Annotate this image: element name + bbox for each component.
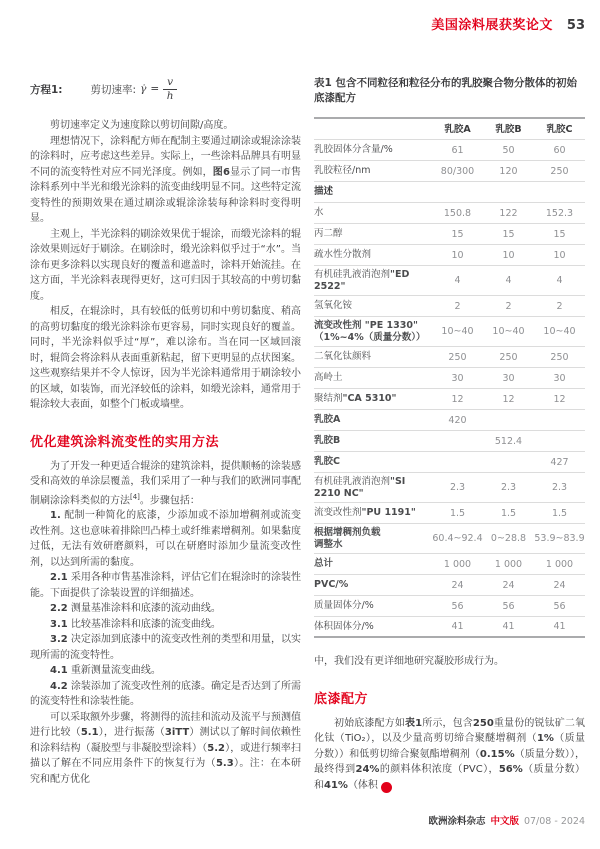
table-row xyxy=(314,452,585,473)
text-segment: 41% xyxy=(324,779,348,791)
text-segment: 描述 xyxy=(314,186,334,198)
text-segment: 理想情况下，涂料配方师在配制主要通过刷涂或辊涂涂装的涂料时，应考虑这些差异。实际上，一些涂料品牌具有明显不同的流变特性对应不同光泽度。例如， xyxy=(30,135,301,178)
section-heading: 优化建筑涂料流变性的实用方法 xyxy=(30,434,220,450)
equation-lead: 剪切速率: xyxy=(90,83,137,96)
text-segment: 相反，在辊涂时，具有较低的低剪切和中剪切黏度、稍高的高剪切黏度的缎光涂料涂布更容易，同时实现良好的覆盖。同时，半光涂料似乎过“厚”，难以涂布。当在同一区域回滚时，辊筒会将涂料从表面重新粘起，留下更明显的点状图案。这些观察结果并不令人惊讶，因为半光涂料通常用于刷涂较小的区域，如装饰，而光泽较低的涂料，如缎光涂料，通常用于辊涂较大表面，如整个门板或墙壁。 xyxy=(30,306,301,410)
equation-body xyxy=(91,77,178,101)
paragraph xyxy=(30,570,301,601)
row-value: 15 xyxy=(451,228,464,240)
table-row xyxy=(314,368,585,389)
row-value: 250 xyxy=(499,351,518,363)
text-segment: 可以采取额外步骤，将测得的流挂和流动及流平与预测值进行比较（ xyxy=(30,711,301,739)
fraction-denominator: h xyxy=(166,89,174,102)
text-segment: 3iTT xyxy=(164,727,190,739)
text-segment: 所示，包含 xyxy=(422,717,473,729)
row-value: 53.9~83.9 xyxy=(534,533,585,544)
page-number: 53 xyxy=(566,18,585,33)
row-value: 60.4~92.4 xyxy=(432,533,483,544)
text-segment: 配制一种简化的底漆，少添加或不添加增稠剂或流变改性剂。这也意味着排除凹凸棒土或纤维素增稠剂。如果黏度过低，无法有效研磨颜料，可以在研磨时添加少量流变改性剂，以达到所需的黏度。 xyxy=(30,510,301,568)
equation-block xyxy=(30,74,301,104)
row-value: 2 xyxy=(454,300,461,312)
row-label xyxy=(314,320,432,343)
row-label xyxy=(314,456,432,468)
text-segment: （质量分数）和 xyxy=(314,764,586,791)
formulation-table xyxy=(314,117,585,638)
row-value: 1.5 xyxy=(449,507,466,519)
table-row xyxy=(314,182,585,203)
row-value: 512.4 xyxy=(494,435,523,447)
row-value: 2.3 xyxy=(500,482,517,493)
text-segment: ）测试以了解时间依赖性和涂料结构（凝胶型与非凝胶型涂料）（ xyxy=(30,727,302,754)
row-value: 1.5 xyxy=(551,507,568,519)
text-segment: 水 xyxy=(314,207,324,219)
table-row xyxy=(314,503,585,524)
text-segment: 中，我们没有更详细地研究凝胶形成行为。 xyxy=(314,656,504,667)
row-value: 56 xyxy=(451,600,464,612)
table-row xyxy=(314,347,585,368)
text-segment: 5.1 xyxy=(80,727,99,739)
text-segment: 的颜料体积浓度（PVC）， xyxy=(379,764,499,775)
paragraph xyxy=(30,663,301,679)
paragraph xyxy=(30,134,301,227)
text-segment: 质量固体分/% xyxy=(314,600,374,612)
row-value: 250 xyxy=(448,351,467,363)
text-segment: 氢氧化铵 xyxy=(314,300,353,312)
row-label xyxy=(314,414,432,426)
row-label xyxy=(314,207,432,219)
row-value: 30 xyxy=(502,372,515,384)
row-value: 427 xyxy=(550,456,569,468)
table-row xyxy=(314,203,585,224)
text-segment: "PU 1191" xyxy=(361,507,416,519)
paragraph xyxy=(30,679,301,710)
row-value: 10 xyxy=(451,249,464,261)
row-label xyxy=(314,435,432,447)
text-segment: 表1 xyxy=(404,717,423,729)
table-row xyxy=(314,575,585,596)
row-value: 10~40 xyxy=(543,326,576,337)
fraction-numerator: v xyxy=(163,77,177,90)
row-label xyxy=(314,600,432,612)
row-value: 1 000 xyxy=(443,558,472,570)
text-segment: 流变改性剂 xyxy=(314,507,362,519)
text-segment: 高岭土 xyxy=(314,372,343,384)
row-value: 12 xyxy=(451,393,464,405)
row-value: 24 xyxy=(553,579,566,591)
text-segment: 1. xyxy=(50,510,61,522)
text-segment: 2.2 xyxy=(50,603,68,615)
text-segment: 56% xyxy=(498,764,523,775)
text-segment: 丙二醇 xyxy=(314,228,343,240)
right-column-text xyxy=(314,654,585,793)
table-caption: 表1 包含不同粒径和粒径分布的乳胶聚合物分散体的初始底漆配方 xyxy=(314,77,577,104)
paragraph xyxy=(30,459,301,509)
text-segment: 0.15% xyxy=(479,748,515,760)
table-row xyxy=(314,140,585,161)
table-row xyxy=(314,317,585,347)
text-segment: PVC/% xyxy=(314,579,349,591)
text-segment: ），进行振荡（ xyxy=(98,727,165,739)
paragraph xyxy=(314,716,585,794)
paragraph xyxy=(30,304,301,413)
text-segment: （质量分数））和低剪切缔合聚氨酯增稠剂（ xyxy=(314,733,585,760)
text-segment: "CA 5310" xyxy=(342,393,397,405)
text-segment: ），或进行频率扫描以了解在不同应用条件下的恢复行为（ xyxy=(30,742,302,770)
row-value: 12 xyxy=(553,393,566,405)
row-value: 30 xyxy=(553,372,566,384)
row-value: 4 xyxy=(454,275,461,286)
text-segment: 有机硅乳液消泡剂 xyxy=(314,476,391,487)
table-row xyxy=(314,245,585,266)
row-value: 61 xyxy=(451,144,464,156)
row-label xyxy=(314,300,432,312)
text-segment: 2.1 xyxy=(50,572,68,584)
column-header: 乳胶B xyxy=(495,123,522,135)
text-segment: 重量份的锐钛矿二氧化钛（TiO₂），以及少量高剪切缔合聚醚增稠剂（ xyxy=(314,717,586,744)
column-header: 乳胶A xyxy=(444,123,471,135)
row-value: 41 xyxy=(553,621,566,632)
text-segment: 决定添加到底漆中的流变改性剂的类型和用量，以实现所需的流变特性。 xyxy=(30,634,301,661)
row-value: 24 xyxy=(502,579,515,591)
row-value: 4 xyxy=(556,275,563,286)
row-label xyxy=(314,269,432,292)
row-value: 56 xyxy=(502,600,515,612)
row-label xyxy=(314,527,432,550)
row-value: 2.3 xyxy=(449,482,466,493)
text-segment: 乳胶固体分含量/% xyxy=(314,144,393,156)
text-segment: 显示了同一市售涂料系列中半光和缎光涂料的流变曲线明显不同。这些特定流变特性的预期效果在通过刷涂或辊涂涂装每种涂料时变得明显。 xyxy=(30,166,302,224)
left-column-text xyxy=(30,118,301,787)
table-row xyxy=(314,266,585,296)
shear-rate-symbol: γ̇ xyxy=(140,83,147,95)
row-label xyxy=(314,372,432,384)
issue-date: 07/08 - 2024 xyxy=(523,816,585,827)
header-title: 美国涂料展获奖论文 xyxy=(431,18,553,33)
text-segment: （质量分数）），最终得到 xyxy=(314,748,586,775)
row-value: 10 xyxy=(553,249,566,261)
text-segment: 主观上，半光涂料的刷涂效果优于辊涂，而缎光涂料的辊涂效果则远好于刷涂。在刷涂时，缎光涂料似乎过于“水”。当涂布更多涂料以实现良好的覆盖和遮盖时，涂料开始流挂。在这方面，半光涂料表现得更好，这可归因于其较高的中剪切黏度。 xyxy=(30,228,301,302)
row-value: 41 xyxy=(502,621,515,632)
text-segment: 流变改性剂 "PE 1330" （1%~4%（质量分数）） xyxy=(314,320,426,343)
table-header-row xyxy=(314,119,585,140)
text-segment: 总计 xyxy=(314,558,334,570)
row-value: 2.3 xyxy=(551,482,568,493)
row-label xyxy=(314,165,432,177)
text-segment: 有机硅乳液消泡剂 xyxy=(314,269,391,280)
text-segment: 1% xyxy=(536,733,554,744)
right-column xyxy=(314,72,585,793)
paragraph xyxy=(30,617,301,633)
row-value: 250 xyxy=(550,351,569,363)
text-segment: 3.1 xyxy=(50,618,68,630)
text-segment: 比较基准涂料和底漆的流变曲线。 xyxy=(67,618,221,630)
table-row xyxy=(314,554,585,575)
text-segment: ）。注：在本研究和配方优化 xyxy=(30,758,302,785)
paragraph xyxy=(30,508,301,570)
text-segment: 疏水性分散剂 xyxy=(314,249,372,261)
text-segment: 4.1 xyxy=(50,665,68,677)
paragraph xyxy=(30,227,301,305)
row-value: 1 000 xyxy=(545,558,574,570)
text-segment: 为了开发一种更适合辊涂的建筑涂料，提供顺畅的涂装感受和高效的单涂层覆盖，我们采用了一种与我们的欧洲同事配制刷涂涂料类似的方法 xyxy=(30,460,301,506)
row-value: 2 xyxy=(556,300,563,312)
text-segment: 5.2 xyxy=(207,742,225,754)
row-value: 24 xyxy=(451,579,464,591)
table-row xyxy=(314,389,585,410)
row-label xyxy=(314,228,432,240)
table-row xyxy=(314,617,585,638)
fraction xyxy=(163,77,177,101)
text-segment: 乳胶粒径/nm xyxy=(314,165,371,177)
row-label xyxy=(314,351,432,363)
text-segment: 根据增稠剂负载 调整水 xyxy=(314,527,381,550)
row-value: 10 xyxy=(502,249,515,261)
left-column xyxy=(30,72,301,793)
text-segment: 涂装添加了流变改性剂的底漆。确定是否达到了所需的流变特性和涂装性能。 xyxy=(30,680,301,708)
text-segment: 二氧化钛颜料 xyxy=(314,351,372,363)
row-value: 122 xyxy=(499,207,518,219)
text-segment: 250 xyxy=(472,717,494,729)
text-segment: 测量基准涂料和底漆的流动曲线。 xyxy=(67,603,221,615)
text-segment: [4] xyxy=(130,492,140,501)
row-value: 15 xyxy=(502,228,515,240)
row-label xyxy=(314,579,432,591)
journal-name: 欧洲涂料杂志 xyxy=(428,816,486,827)
row-value: 15 xyxy=(553,228,566,240)
page-footer xyxy=(428,813,585,827)
table-row xyxy=(314,596,585,617)
table-row xyxy=(314,410,585,431)
row-label xyxy=(314,144,432,156)
text-segment: （体积 xyxy=(347,779,378,791)
row-value: 120 xyxy=(499,165,518,177)
text-segment: 5.3 xyxy=(215,758,234,770)
paragraph xyxy=(30,632,301,663)
text-segment: 体积固体分/% xyxy=(314,620,374,632)
text-segment: 乳胶B xyxy=(314,435,341,447)
text-segment: 采用各种市售基准涂料，评估它们在辊涂时的涂装性能。下面提供了涂装设置的详细描述。 xyxy=(30,572,301,599)
edition-label: 中文版 xyxy=(490,816,519,827)
row-value: 50 xyxy=(502,144,515,156)
row-label xyxy=(314,249,432,261)
text-segment: 剪切速率定义为速度除以剪切间隙/高度。 xyxy=(50,120,234,131)
text-segment: "SI 2210 NC" xyxy=(314,476,406,499)
table-row xyxy=(314,473,585,503)
row-label xyxy=(314,186,432,198)
row-value: 41 xyxy=(451,621,464,632)
row-value: 2 xyxy=(505,300,512,312)
row-value: 0~28.8 xyxy=(490,533,527,544)
paragraph xyxy=(30,601,301,617)
table-row xyxy=(314,431,585,452)
table-row xyxy=(314,161,585,182)
text-segment: 重新测量流变曲线。 xyxy=(67,665,161,677)
section-heading: 底漆配方 xyxy=(314,691,369,707)
row-label xyxy=(314,558,432,570)
row-value: 150.8 xyxy=(443,207,472,219)
text-segment: "ED 2522" xyxy=(314,269,410,292)
row-value: 1 000 xyxy=(494,558,523,570)
text-segment: 聚结剂 xyxy=(314,393,343,405)
table-row xyxy=(314,224,585,245)
text-segment: 乳胶A xyxy=(314,414,341,426)
text-segment: 初始底漆配方如 xyxy=(334,717,405,729)
column-header: 乳胶C xyxy=(546,123,573,135)
row-value: 152.3 xyxy=(545,207,574,219)
page-header xyxy=(431,14,585,33)
equation-label: 方程1: xyxy=(30,83,63,96)
row-value: 1.5 xyxy=(500,507,517,519)
row-value: 56 xyxy=(553,600,566,612)
row-label xyxy=(314,621,432,633)
continuation-arrow-icon: ❯ xyxy=(381,782,392,793)
row-value: 12 xyxy=(502,393,515,405)
text-segment: 4.2 xyxy=(50,680,68,692)
row-label xyxy=(314,476,432,499)
row-value: 250 xyxy=(550,165,569,177)
equals-sign: = xyxy=(150,83,160,95)
text-segment: 图6 xyxy=(212,166,230,178)
text-segment: 。步骤包括： xyxy=(139,494,200,506)
row-value: 4 xyxy=(505,275,512,286)
row-value: 10~40 xyxy=(441,326,474,337)
paragraph xyxy=(30,118,301,134)
row-label xyxy=(314,507,432,519)
row-label xyxy=(314,393,432,405)
row-value: 30 xyxy=(451,372,464,384)
row-value: 60 xyxy=(553,144,566,156)
two-column-body xyxy=(30,72,585,793)
row-value: 80/300 xyxy=(440,165,475,177)
row-value: 420 xyxy=(448,414,467,426)
table-row xyxy=(314,296,585,317)
paragraph xyxy=(314,654,585,670)
paragraph xyxy=(30,710,301,788)
row-value: 10~40 xyxy=(492,326,525,337)
text-segment: 24% xyxy=(355,764,380,775)
text-segment: 乳胶C xyxy=(314,456,340,468)
text-segment: 3.2 xyxy=(50,634,68,646)
table-row xyxy=(314,524,585,554)
